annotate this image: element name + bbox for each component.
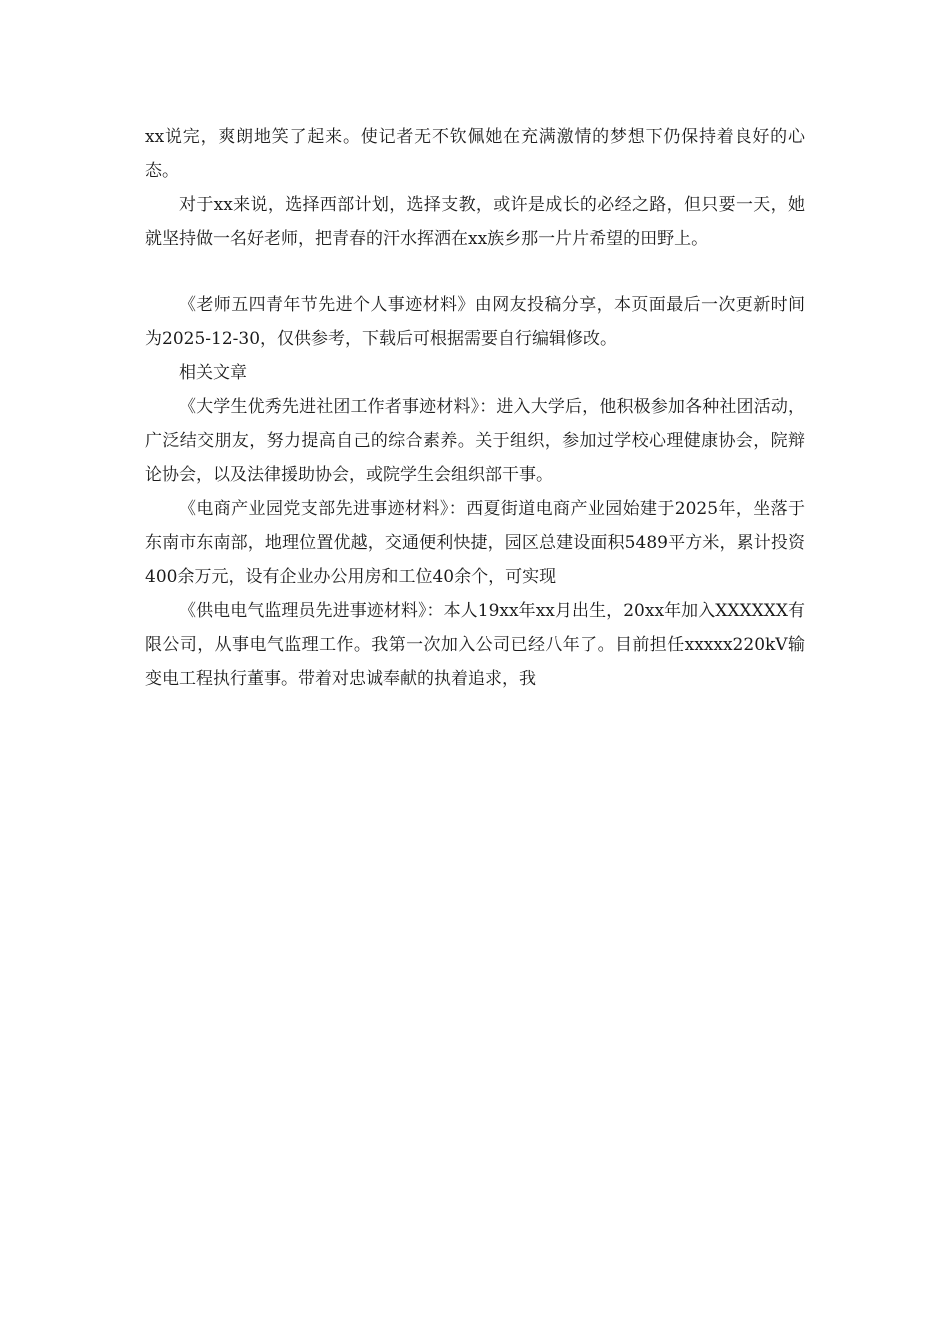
related-articles-heading: 相关文章 [179, 363, 247, 383]
section-spacer [145, 256, 805, 288]
document-page [145, 120, 805, 696]
body-paragraph: xx说完，爽朗地笑了起来。使记者无不钦佩她在充满激情的梦想下仍保持着良好的心态。 [145, 127, 805, 181]
body-paragraph: 对于xx来说，选择西部计划，选择支教，或许是成长的必经之路，但只要一天，她就坚持做一名好老师，把青春的汗水挥洒在xx族乡那一片片希望的田野上。 [145, 195, 805, 249]
related-article-item[interactable]: 《电商产业园党支部先进事迹材料》：西夏街道电商产业园始建于2025年，坐落于东南市东南部，地理位置优越，交通便利快捷，园区总建设面积5489平方米，累计投资400余万元，设有企业办公用房和工位40余个，可实现 [145, 499, 805, 587]
footer-note: 《老师五四青年节先进个人事迹材料》由网友投稿分享，本页面最后一次更新时间为2025-12-30，仅供参考，下载后可根据需要自行编辑修改。 [145, 295, 805, 349]
related-article-item[interactable]: 《供电电气监理员先进事迹材料》：本人19xx年xx月出生，20xx年加入XXXXXX有限公司，从事电气监理工作。我第一次加入公司已经八年了。目前担任xxxxx220kV输变电工程执行董事。带着对忠诚奉献的执着追求，我 [145, 601, 805, 689]
related-article-item[interactable]: 《大学生优秀先进社团工作者事迹材料》：进入大学后，他积极参加各种社团活动，广泛结交朋友，努力提高自己的综合素养。关于组织，参加过学校心理健康协会，院辩论协会，以及法律援助协会，或院学生会组织部干事。 [145, 397, 805, 485]
